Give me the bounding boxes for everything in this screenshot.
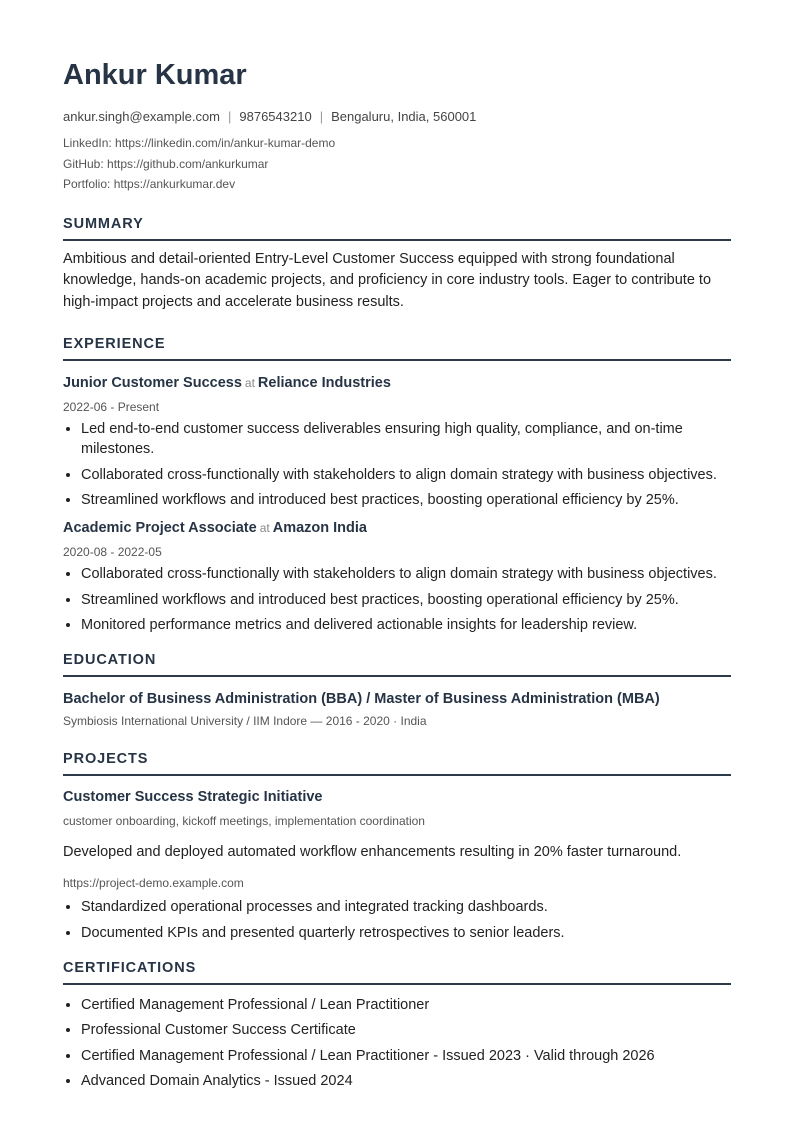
bullet-item: Streamlined workflows and introduced best practices, boosting operational efficiency by 25%.: [63, 490, 731, 510]
certification-list: [63, 995, 731, 1092]
bullet-item: Led end-to-end customer success deliverables ensuring high quality, compliance, and on-time milestones.: [63, 419, 731, 459]
profile-links: [63, 133, 731, 195]
summary-heading: SUMMARY: [63, 215, 731, 241]
candidate-name: Ankur Kumar: [63, 59, 247, 91]
bullet-item: Standardized operational processes and integrated tracking dashboards.: [63, 897, 731, 917]
contact-separator: |: [319, 109, 324, 124]
job-header: [63, 373, 731, 393]
job-bullets: [63, 564, 731, 635]
degree-title: Bachelor of Business Administration (BBA) / Master of Business Administration (MBA): [63, 691, 660, 707]
location: Bengaluru, India, 560001: [331, 109, 477, 124]
certification-item: Professional Customer Success Certificate: [63, 1020, 731, 1040]
education-heading: EDUCATION: [63, 651, 731, 677]
experience-heading: EXPERIENCE: [63, 335, 731, 361]
job-company: Reliance Industries: [257, 375, 391, 391]
job-role: Junior Customer Success: [63, 375, 242, 391]
experience-entry: [63, 373, 731, 510]
experience-entry: [63, 518, 731, 635]
project-title: Customer Success Strategic Initiative: [63, 789, 323, 805]
certification-item: Certified Management Professional / Lean Practitioner - Issued 2023 · Valid through 2026: [63, 1046, 731, 1066]
job-role: Academic Project Associate: [63, 520, 257, 536]
contact-separator: |: [228, 109, 232, 124]
bullet-item: Collaborated cross-functionally with stakeholders to align domain strategy with business objectives.: [63, 564, 731, 584]
job-company: Amazon India: [272, 520, 367, 536]
bullet-item: Monitored performance metrics and delivered actionable insights for leadership review.: [63, 615, 731, 635]
job-at: at: [244, 376, 255, 390]
projects-heading: PROJECTS: [63, 750, 731, 776]
job-header: [63, 518, 731, 538]
project-tags: customer onboarding, kickoff meetings, implementation coordination: [63, 814, 425, 828]
job-dates: 2020-08 - 2022-05: [63, 545, 162, 559]
project-link[interactable]: https://project-demo.example.com: [63, 876, 244, 890]
certification-item: Certified Management Professional / Lean Practitioner: [63, 995, 731, 1015]
bullet-item: Collaborated cross-functionally with stakeholders to align domain strategy with business objectives.: [63, 465, 731, 485]
certification-item: Advanced Domain Analytics - Issued 2024: [63, 1071, 731, 1091]
project-description: Developed and deployed automated workflow enhancements resulting in 20% faster turnaround.: [63, 844, 682, 860]
email-link[interactable]: ankur.singh@example.com: [63, 109, 220, 124]
summary-text: Ambitious and detail-oriented Entry-Level Customer Success equipped with strong foundational knowledge, hands-on academic projects, and proficiency in core industry tools. Eager to contribute to high-impact projects and accelerate business results.: [63, 250, 712, 310]
github-link[interactable]: GitHub: https://github.com/ankurkumar: [63, 156, 269, 171]
job-dates: 2022-06 - Present: [63, 400, 160, 414]
job-at: at: [259, 521, 270, 535]
education-meta: Symbiosis International University / IIM Indore — 2016 - 2020 · India: [63, 714, 427, 728]
bullet-item: Documented KPIs and presented quarterly retrospectives to senior leaders.: [63, 923, 731, 943]
project-bullets: [63, 897, 731, 943]
bullet-item: Streamlined workflows and introduced best practices, boosting operational efficiency by 25%.: [63, 590, 731, 610]
certifications-heading: CERTIFICATIONS: [63, 959, 731, 985]
phone-number: 9876543210: [239, 109, 312, 124]
linkedin-link[interactable]: LinkedIn: https://linkedin.com/in/ankur-kumar-demo: [63, 136, 336, 150]
contact-line: [63, 108, 731, 126]
job-bullets: [63, 419, 731, 510]
portfolio-link[interactable]: Portfolio: https://ankurkumar.dev: [63, 177, 236, 191]
